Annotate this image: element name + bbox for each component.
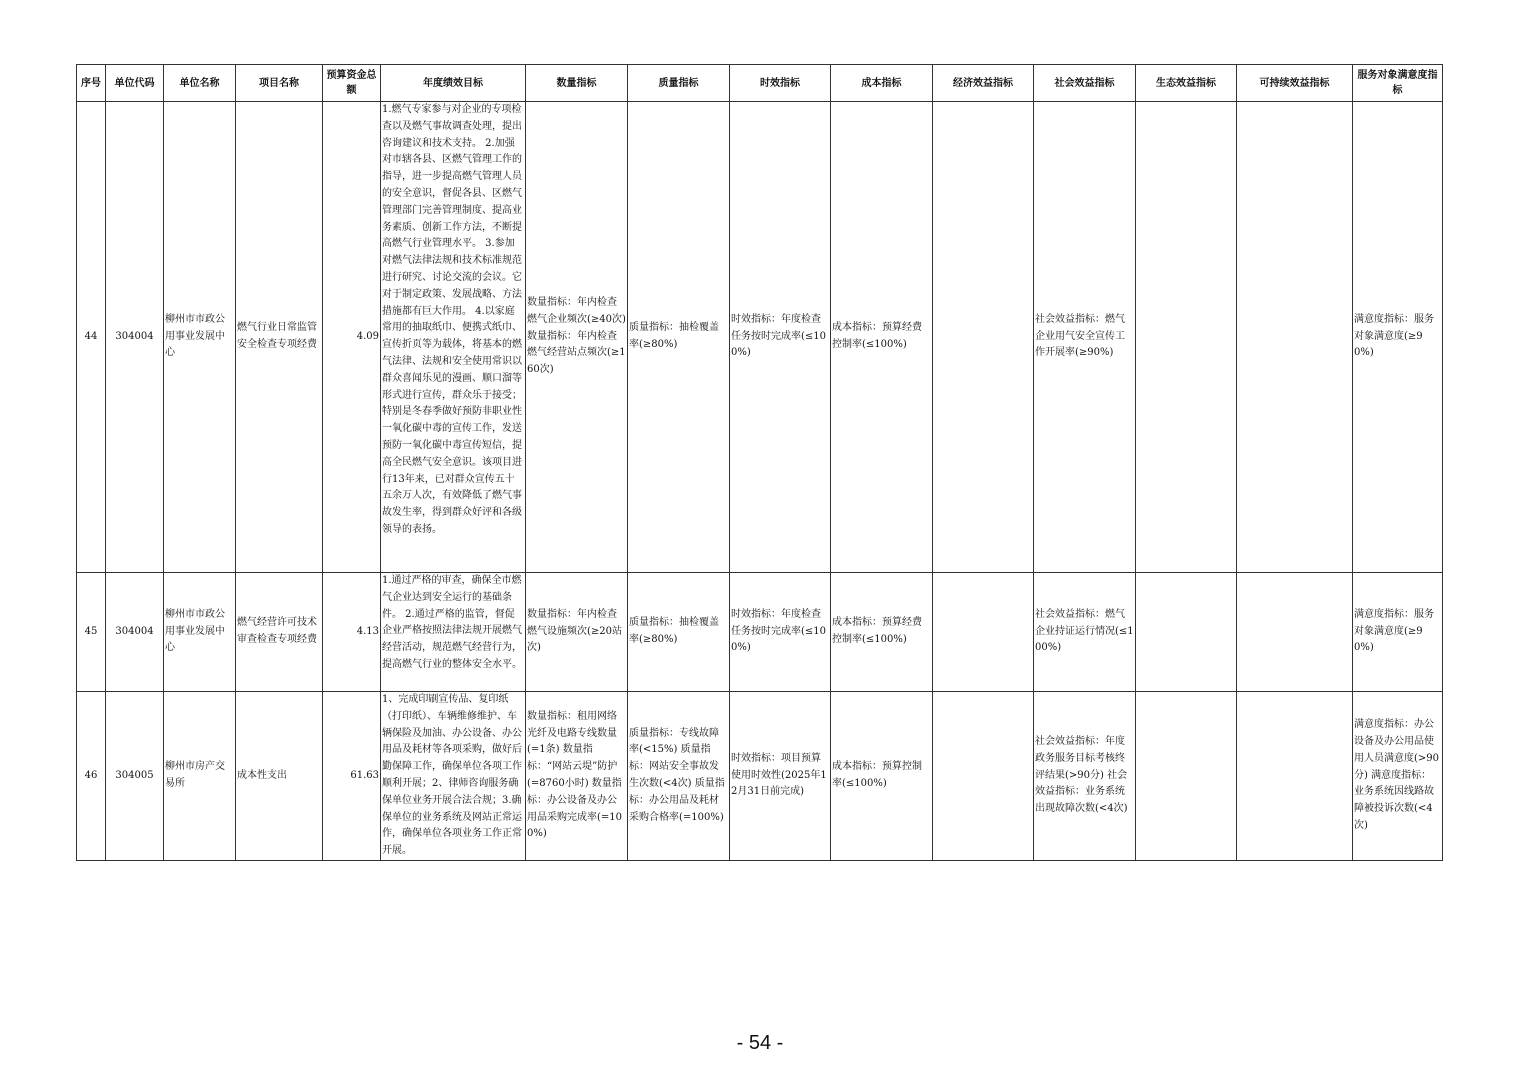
table-row [77, 102, 1443, 573]
cell-goal: 1.燃气专家参与对企业的专项检查以及燃气事故调查处理，提出咨询建议和技术支持。 2.加强对市辖各县、区燃气管理工作的指导，进一步提高燃气管理人员的安全意识，督促各县、区燃气管理部门完善管理制度、提高业务素质、创新工作方法，不断提高燃气行业管理水平。 3.参加对燃气法律法规和技术标准规范进行研究、讨论交流的会议。它对于制定政策、发展战略、方法措施都有巨大作用。 4.以家庭常用的抽取纸巾、便携式纸巾、宣传折页等为载体，将基本的燃气法律、法规和安全使用常识以群众喜闻乐见的漫画、顺口溜等形式进行宣传，群众乐于接受；特别是冬春季做好预防非职业性一氧化碳中毒的宣传工作，发送预防一氧化碳中毒宣传短信，提高全民燃气安全意识。该项目进行13年来，已对群众宣传五十五余万人次，有效降低了燃气事故发生率，得到群众好评和各级领导的表扬。 [381, 102, 526, 573]
cell-cost: 成本指标：预算经费控制率(≤100%) [831, 573, 933, 692]
cell-goal: 1.通过严格的审查，确保全市燃气企业达到安全运行的基础条件。 2.通过严格的监管，督促企业严格按照法律法规开展燃气经营活动，规范燃气经营行为，提高燃气行业的整体安全水平。 [381, 573, 526, 692]
header-cell-no: 序号 [77, 65, 106, 102]
page-number: - 54 - [736, 1032, 784, 1054]
cell-social: 社会效益指标：燃气企业持证运行情况(≤100%) [1034, 573, 1136, 692]
header-cell-quantity: 数量指标 [526, 65, 628, 102]
cell-economic [933, 692, 1034, 861]
header-cell-code: 单位代码 [106, 65, 164, 102]
cell-unit: 柳州市市政公用事业发展中心 [164, 102, 236, 573]
cell-economic [933, 573, 1034, 692]
cell-timeliness: 时效指标：年度检查任务按时完成率(≤100%) [730, 102, 831, 573]
cell-sustainable [1237, 692, 1353, 861]
cell-social: 社会效益指标：燃气企业用气安全宣传工作开展率(≥90%) [1034, 102, 1136, 573]
cell-cost: 成本指标：预算控制率(≤100%) [831, 692, 933, 861]
cell-satisfaction: 满意度指标：服务对象满意度(≥90%) [1353, 102, 1443, 573]
cell-cost: 成本指标：预算经费控制率(≤100%) [831, 102, 933, 573]
cell-ecological [1136, 573, 1237, 692]
cell-timeliness: 时效指标：项目预算使用时效性(2025年12月31日前完成) [730, 692, 831, 861]
cell-quantity: 数量指标：年内检查燃气设施频次(≥20站次) [526, 573, 628, 692]
cell-code: 304004 [106, 573, 164, 692]
cell-no: 44 [77, 102, 106, 573]
cell-quantity: 数量指标：年内检查燃气企业频次(≥40次) 数量指标：年内检查燃气经营站点频次(≥160次) [526, 102, 628, 573]
cell-sustainable [1237, 102, 1353, 573]
cell-quality: 质量指标：抽检覆盖率(≥80%) [628, 573, 730, 692]
header-row [77, 65, 1443, 102]
cell-budget: 4.13 [323, 573, 381, 692]
header-cell-social: 社会效益指标 [1034, 65, 1136, 102]
cell-project: 燃气经营许可技术审查检查专项经费 [236, 573, 323, 692]
header-cell-timeliness: 时效指标 [730, 65, 831, 102]
cell-ecological [1136, 102, 1237, 573]
performance-table [76, 64, 1443, 861]
header-cell-ecological: 生态效益指标 [1136, 65, 1237, 102]
cell-code: 304005 [106, 692, 164, 861]
cell-no: 46 [77, 692, 106, 861]
table-row [77, 573, 1443, 692]
header-cell-sustainable: 可持续效益指标 [1237, 65, 1353, 102]
cell-quality: 质量指标：抽检覆盖率(≥80%) [628, 102, 730, 573]
cell-unit: 柳州市市政公用事业发展中心 [164, 573, 236, 692]
cell-timeliness: 时效指标：年度检查任务按时完成率(≤100%) [730, 573, 831, 692]
cell-goal: 1、完成印刷宣传品、复印纸（打印纸）、车辆维修维护、车辆保险及加油、办公设备、办公用品及耗材等各项采购，做好后勤保障工作，确保单位各项工作顺利开展；2、律师咨询服务确保单位业务开展合法合规；3.确保单位的业务系统及网站正常运作，确保单位各项业务工作正常开展。 [381, 692, 526, 861]
cell-social: 社会效益指标：年度政务服务目标考核终评结果(>90分) 社会效益指标：业务系统出现故障次数(<4次) [1034, 692, 1136, 861]
header-cell-budget: 预算资金总额 [323, 65, 381, 102]
cell-sustainable [1237, 573, 1353, 692]
cell-project: 燃气行业日常监管安全检查专项经费 [236, 102, 323, 573]
header-cell-satisfaction: 服务对象满意度指标 [1353, 65, 1443, 102]
cell-code: 304004 [106, 102, 164, 573]
cell-unit: 柳州市房产交易所 [164, 692, 236, 861]
document-page [76, 64, 1442, 861]
cell-quantity: 数量指标：租用网络光纤及电路专线数量(=1条) 数量指标：“网站云堤”防护(=8760小时) 数量指标：办公设备及办公用品采购完成率(=100%) [526, 692, 628, 861]
header-cell-unit: 单位名称 [164, 65, 236, 102]
cell-project: 成本性支出 [236, 692, 323, 861]
cell-ecological [1136, 692, 1237, 861]
cell-satisfaction: 满意度指标：办公设备及办公用品使用人员满意度(>90分) 满意度指标：业务系统因线路故障被投诉次数(<4次) [1353, 692, 1443, 861]
cell-satisfaction: 满意度指标：服务对象满意度(≥90%) [1353, 573, 1443, 692]
header-cell-cost: 成本指标 [831, 65, 933, 102]
cell-no: 45 [77, 573, 106, 692]
table-row [77, 692, 1443, 861]
cell-economic [933, 102, 1034, 573]
cell-budget: 61.63 [323, 692, 381, 861]
cell-budget: 4.09 [323, 102, 381, 573]
header-cell-project: 项目名称 [236, 65, 323, 102]
cell-quality: 质量指标：专线故障率(<15%) 质量指标：网站安全事故发生次数(<4次) 质量指标：办公用品及耗材采购合格率(=100%) [628, 692, 730, 861]
header-cell-economic: 经济效益指标 [933, 65, 1034, 102]
header-cell-quality: 质量指标 [628, 65, 730, 102]
header-cell-goal: 年度绩效目标 [381, 65, 526, 102]
